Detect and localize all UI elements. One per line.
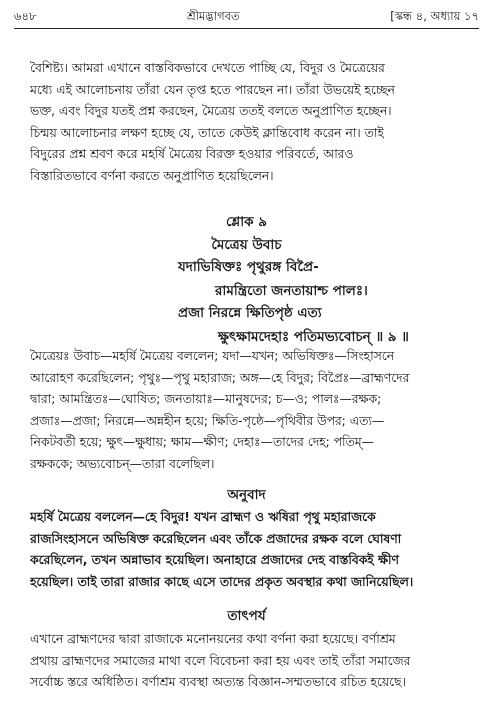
purport-line: প্রথায় ব্রাহ্মণদের সমাজের মাথা বলে বিবেচনা করা হয় এবং তাই তাঁরা সমাজের — [30, 653, 411, 668]
verse-speaker: মৈত্রেয় উবাচ — [211, 237, 282, 253]
synonym-line: মৈত্রেয়ঃ উবাচ—মহর্ষি মৈত্রেয় বললেন; যদা—যখন; অভিষিক্তঃ—সিংহাসনে — [30, 349, 395, 363]
intro-paragraph — [30, 58, 475, 187]
purport-line: সর্বোচ্চ স্তরে অধিষ্ঠিত। বর্ণাশ্রম ব্যবস্থা অত্যন্ত বিজ্ঞান-সম্মতভাবে রচিত হয়েছে। — [30, 675, 406, 689]
translation-line: রাজসিংহাসনে অভিষিক্ত করেছিলেন এবং তাঁকে প্রজাদের রক্ষক বলে ঘোষণা — [30, 531, 402, 546]
book-title: শ্রীমদ্ভাগবত — [186, 8, 240, 23]
intro-line: চিন্ময় আলোচনার লক্ষণ হচ্ছে যে, তাতে কেউই ক্লান্তিবোধ করেন না। তাই — [30, 125, 384, 140]
page-number: ৬৪৮ — [14, 8, 37, 23]
running-header — [14, 8, 479, 26]
translation-line: মহর্ষি মৈত্রেয় বললেন—হে বিদুর! যখন ব্রাহ্মণ ও ঋষিরা পৃথু মহারাজকে — [30, 510, 376, 524]
synonym-line: আরোহণ করেছিলেন; পৃথুঃ—পৃথু মহারাজ; অঙ্গ—হে বিদুর; বিপ্রৈঃ—ব্রাহ্মণদের — [30, 370, 410, 385]
intro-line: বৈশিষ্ট্য। আমরা এখানে বাস্তবিকভাবে দেখতে পাচ্ছি যে, বিদুর ও মৈত্রেয়ের — [30, 61, 385, 75]
purport-line: এখানে ব্রাহ্মণদের দ্বারা রাজাকে মনোনয়নের কথা বর্ণনা করা হয়েছে। বর্ণাশ্রম — [30, 632, 396, 646]
intro-line: মধ্যে এই আলোচনায় তাঁরা যেন তৃপ্ত হতে পারছেন না। তাঁরা উভয়েই হচ্ছেন — [30, 82, 395, 97]
verse-line: যদাভিষিক্তঃ পৃথুরঙ্গ বিপ্রৈ- — [178, 259, 319, 275]
synonym-line: দ্বারা; আমন্ত্রিতঃ—ঘোষিত; জনতায়াঃ—মানুষদের; চ—ও; পালঃ—রক্ষক; — [30, 392, 382, 406]
purport-paragraph — [30, 629, 475, 694]
synonym-line: প্রজাঃ—প্রজা; নিরন্নে—অন্নহীন হয়ে; ক্ষিতি-পৃষ্ঠে—পৃথিবীর উপর; এত্য— — [30, 413, 385, 428]
translation-line: হয়েছিল। তাই তারা রাজার কাছে এসে তাদের প্রকৃত অবস্থার কথা জানিয়েছিল। — [30, 574, 414, 589]
translation-line: করেছিলেন, তখন অন্নাভাব হয়েছিল। অনাহারে প্রজাদের দেহ বাস্তবিকই ক্ষীণ — [30, 553, 399, 567]
purport-heading: তাৎপর্য — [227, 608, 266, 624]
intro-line: বিদুরের প্রশ্ন শ্রবণ করে মহর্ষি মৈত্রেয় বিরক্ত হওয়ার পরিবর্তে, আরও — [30, 147, 354, 161]
verse-line: প্রজা নিরন্নে ক্ষিতিপৃষ্ঠ এত্য — [178, 305, 322, 321]
translation-paragraph — [30, 507, 475, 593]
chapter-reference: [স্কন্ধ ৪, অধ্যায় ১৭ — [390, 8, 479, 23]
verse-number: শ্লোক ৯ — [225, 214, 268, 230]
synonym-line: নিকটবর্তী হয়ে; ক্ষুৎ—ক্ষুধায়; ক্ষাম—ক্ষীণ; দেহাঃ—তাদের দেহ; পতিম্— — [30, 435, 374, 449]
header-rule — [14, 28, 479, 29]
intro-line: ভক্ত, এবং বিদুর যতই প্রশ্ন করছেন, মৈত্রেয় ততই বলতে অনুপ্রাণিত হচ্ছেন। — [30, 104, 392, 118]
translation-heading: অনুবাদ — [227, 487, 266, 503]
synonym-line: রক্ষককে; অভ্যবোচন্—তারা বলেছিল। — [30, 456, 215, 471]
verse-line: রামন্ত্রিতো জনতায়াশ্চ পালঃ। — [215, 283, 368, 299]
verse-line: ক্ষুৎক্ষামদেহাঃ পতিমভ্যবোচন্ ॥ ৯ ॥ — [218, 329, 409, 345]
synonyms-paragraph — [30, 346, 475, 475]
intro-line: বিস্তারিতভাবে বর্ণনা করতে অনুপ্রাণিত হয়েছিলেন। — [30, 168, 274, 183]
